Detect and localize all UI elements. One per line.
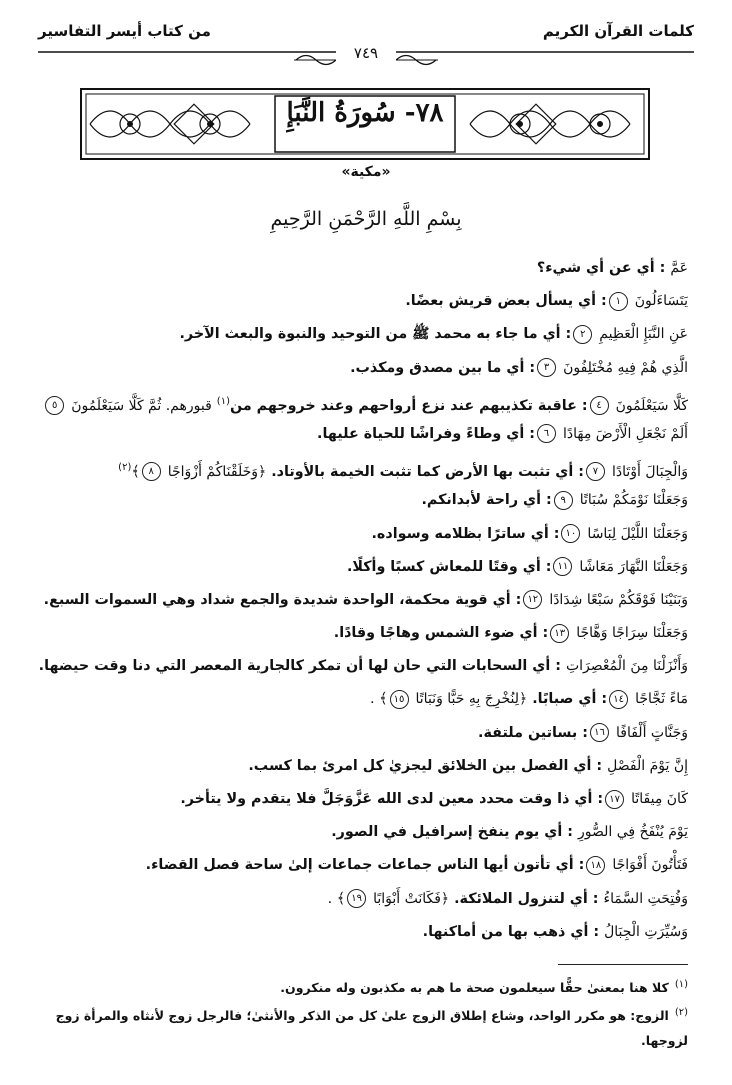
- verse-number-marker: ٤: [590, 396, 609, 415]
- verse-number-marker: ١٦: [590, 723, 609, 742]
- book-title: كلمات القرآن الكريم: [542, 22, 694, 40]
- explanation-text: : بساتين ملتفة.: [478, 724, 588, 741]
- quran-phrase: أَلَمْ نَجْعَلِ الْأَرْضَ مِهَادًا: [562, 425, 688, 442]
- quran-phrase: كَلَّا سَيَعْلَمُونَ: [615, 397, 688, 414]
- quran-phrase: وَالْجِبَالَ أَوْتَادًا: [611, 463, 688, 480]
- quran-phrase: يَوْمَ يُنْفَخُ فِي الصُّورِ: [577, 824, 688, 841]
- footnote-2-continued: [38, 1030, 688, 1052]
- quran-phrase: الَّذِي هُمْ فِيهِ مُخْتَلِفُونَ: [563, 359, 688, 376]
- verse-number-marker: ١٢: [523, 590, 542, 609]
- entry-line: [38, 783, 688, 816]
- footnote-ref: (١): [216, 395, 230, 407]
- quran-phrase: وَبَنَيْنَا فَوْقَكُمْ سَبْعًا شِدَادًا: [549, 591, 688, 608]
- explanation-text: : أي ما بين مصدق ومكذب.: [350, 359, 536, 376]
- entry-line: [38, 385, 688, 418]
- vocabulary-entries: [38, 252, 688, 949]
- ornate-bracket: ﴾ .: [327, 890, 346, 907]
- verse-number-marker: ١٤: [609, 690, 628, 709]
- quran-phrase: فَتَأْتُونَ أَفْوَاجًا: [612, 857, 688, 874]
- footnote-mark: (١): [674, 979, 688, 990]
- ornate-bracket: ﴾ .: [370, 691, 388, 708]
- footnote-text: الزوج: هو مكرر الواحد، وشاع إطلاق الزوج علىٰ كل من الذكر والأنثىٰ؛ فالرجل زوج لأنثاه والمرأة زوج: [55, 1008, 669, 1024]
- quran-phrase: كَانَ مِيقَاتًا: [631, 791, 688, 807]
- verse-number-marker: ١٠: [561, 524, 580, 543]
- explanation-text: : أي لتنزول الملائكة.: [454, 890, 599, 907]
- verse-number-marker: ٥: [45, 396, 64, 415]
- explanation-text: : عاقبة تكذيبهم عند نزع أرواحهم وعند خروجهم من: [229, 397, 588, 414]
- verse-number-marker: ٨: [142, 462, 161, 481]
- verse-number-marker: ١١: [553, 557, 572, 576]
- surah-type: «مكية»: [341, 164, 391, 180]
- explanation-text: : أي صبابًا.: [532, 691, 608, 708]
- entry-line: [38, 650, 688, 683]
- entry-line: [38, 717, 688, 750]
- entry-line: [38, 551, 688, 584]
- explanation-text: : أي ذهب بها من أماكنها.: [422, 923, 600, 940]
- entry-line: [38, 484, 688, 517]
- quran-phrase: وَجَعَلْنَا اللَّيْلَ لِبَاسًا: [587, 525, 688, 542]
- verse-number-marker: ٦: [537, 424, 556, 443]
- explanation-text: : أي عن أي شيء؟: [536, 260, 666, 276]
- explanation-text: : أي الفصل بين الخلائق ليجزيٰ كل امرئ بما كسب.: [248, 757, 603, 774]
- explanation-text: : أي وقتًا للمعاش كسبًا وأكلًا.: [346, 558, 552, 575]
- quran-phrase: عَنِ النَّبَإِ الْعَظِيمِ: [599, 326, 688, 343]
- footnote-separator: [558, 964, 688, 965]
- entry-line: [38, 518, 688, 551]
- entry-line: [38, 750, 688, 783]
- quran-phrase: ﴿لِنُخْرِجَ بِهِ حَبًّا وَنَبَاتًا: [415, 691, 528, 708]
- quran-phrase: وَجَنَّاتٍ أَلْفَافًا: [616, 724, 688, 741]
- entry-line: [38, 318, 688, 351]
- verse-number-marker: ١٨: [586, 856, 605, 875]
- entry-line: [38, 285, 688, 318]
- verse-number-marker: ١: [609, 292, 628, 311]
- quran-phrase: وَجَعَلْنَا نَوْمَكُمْ سُبَاتًا: [579, 492, 688, 509]
- quran-phrase: ﴿وَخَلَقْنَاكُمْ أَزْوَاجًا: [167, 463, 267, 480]
- quran-phrase: ﴿فَكَانَتْ أَبْوَابًا: [373, 890, 450, 907]
- verse-number-marker: ١٣: [550, 624, 569, 643]
- quran-phrase: وَفُتِحَتِ السَّمَاءُ: [603, 890, 688, 907]
- entry-line: [38, 617, 688, 650]
- footnote-ref: (٢): [118, 462, 132, 474]
- verse-number-marker: ٩: [554, 491, 573, 510]
- verse-number-marker: ١٧: [605, 790, 624, 809]
- explanation-text: : أي ذا وقت محدد معين لدى الله عَزَّوَجَلَّ فلا يتقدم ولا يتأخر.: [180, 791, 604, 807]
- footnote-text: كلا هنا بمعنىٰ حقًّا سيعلمون صحة ما هم به مكذبون وله منكرون.: [280, 980, 669, 996]
- quran-phrase: يَتَسَاءَلُونَ: [634, 293, 688, 310]
- quran-phrase: مَاءً ثَجَّاجًا: [635, 691, 688, 708]
- verse-number-marker: ١٥: [390, 690, 409, 709]
- footnote-mark: (٢): [674, 1007, 688, 1018]
- quran-phrase: وَأَنْزَلْنَا مِنَ الْمُعْصِرَاتِ: [565, 658, 688, 675]
- entry-line: [38, 451, 688, 484]
- entry-line: [38, 584, 688, 617]
- explanation-text: : أي راحة لأبدانكم.: [421, 492, 552, 509]
- explanation-text: : أي تثبت بها الأرض كما تثبت الخيمة بالأوتاد.: [271, 463, 584, 480]
- basmala: بِسْمِ اللَّهِ الرَّحْمَنِ الرَّحِيمِ: [270, 208, 462, 230]
- entry-line: [38, 916, 688, 949]
- entry-line: [38, 883, 688, 916]
- running-header: [38, 22, 694, 44]
- explanation-text: : أي السحابات التي حان لها أن تمكر كالجارية المعصر التي دنا وقت حيضها.: [38, 658, 561, 675]
- explanation-text: : أي ساترًا بظلامه وسواده.: [371, 525, 560, 542]
- source-title: من كتاب أيسر التفاسير: [38, 22, 211, 40]
- verse-number-marker: ٧: [586, 462, 605, 481]
- explanation-text: : أي يسأل بعض قريش بعضًا.: [405, 293, 607, 310]
- explanation-text: : أي ما جاء به محمد ﷺ من التوحيد والنبوة والبعث الآخر.: [179, 326, 572, 343]
- entry-line: [38, 418, 688, 451]
- explanation-text: : أي تأتون أيها الناس جماعات جماعات إلىٰ ساحة فصل القضاء.: [145, 857, 585, 874]
- footnote-2: [38, 1002, 688, 1027]
- entry-line: [38, 849, 688, 882]
- footnote-1: [38, 974, 688, 999]
- entry-line: [38, 352, 688, 385]
- footnote-text: لزوجها.: [641, 1033, 688, 1048]
- entry-line: [38, 816, 688, 849]
- ornate-bracket: ﴾: [131, 463, 140, 480]
- quran-phrase: وَسُيِّرَتِ الْجِبَالُ: [604, 923, 688, 940]
- surah-title: ٧٨- سُورَةُ النَّبَإِ: [286, 98, 444, 128]
- quran-phrase: وَجَعَلْنَا سِرَاجًا وَهَّاجًا: [576, 625, 688, 642]
- page-number: ٧٤٩: [336, 44, 396, 62]
- quran-phrase: وَجَعَلْنَا النَّهَارَ مَعَاشًا: [579, 558, 688, 575]
- entry-line: [38, 683, 688, 716]
- verse-number-marker: ٢: [573, 325, 592, 344]
- quran-phrase: عَمَّ: [670, 260, 688, 276]
- verse-number-marker: ٣: [537, 358, 556, 377]
- explanation-text: : أي وطاءً وفراشًا للحياة عليها.: [317, 425, 535, 442]
- quran-phrase: إِنَّ يَوْمَ الْفَصْلِ: [607, 757, 688, 774]
- explanation-text: : أي يوم ينفخ إسرافيل في الصور.: [331, 824, 573, 841]
- explanation-text: : أي قوية محكمة، الواحدة شديدة والجمع شداد وهي السموات السبع.: [43, 591, 522, 608]
- entry-line: [38, 252, 688, 285]
- verse-number-marker: ١٩: [347, 889, 366, 908]
- explanation-text: : أي ضوء الشمس وهاجًا وقادًا.: [333, 625, 549, 642]
- quran-phrase: قبورهم. ثُمَّ كَلَّا سَيَعْلَمُونَ: [71, 397, 212, 414]
